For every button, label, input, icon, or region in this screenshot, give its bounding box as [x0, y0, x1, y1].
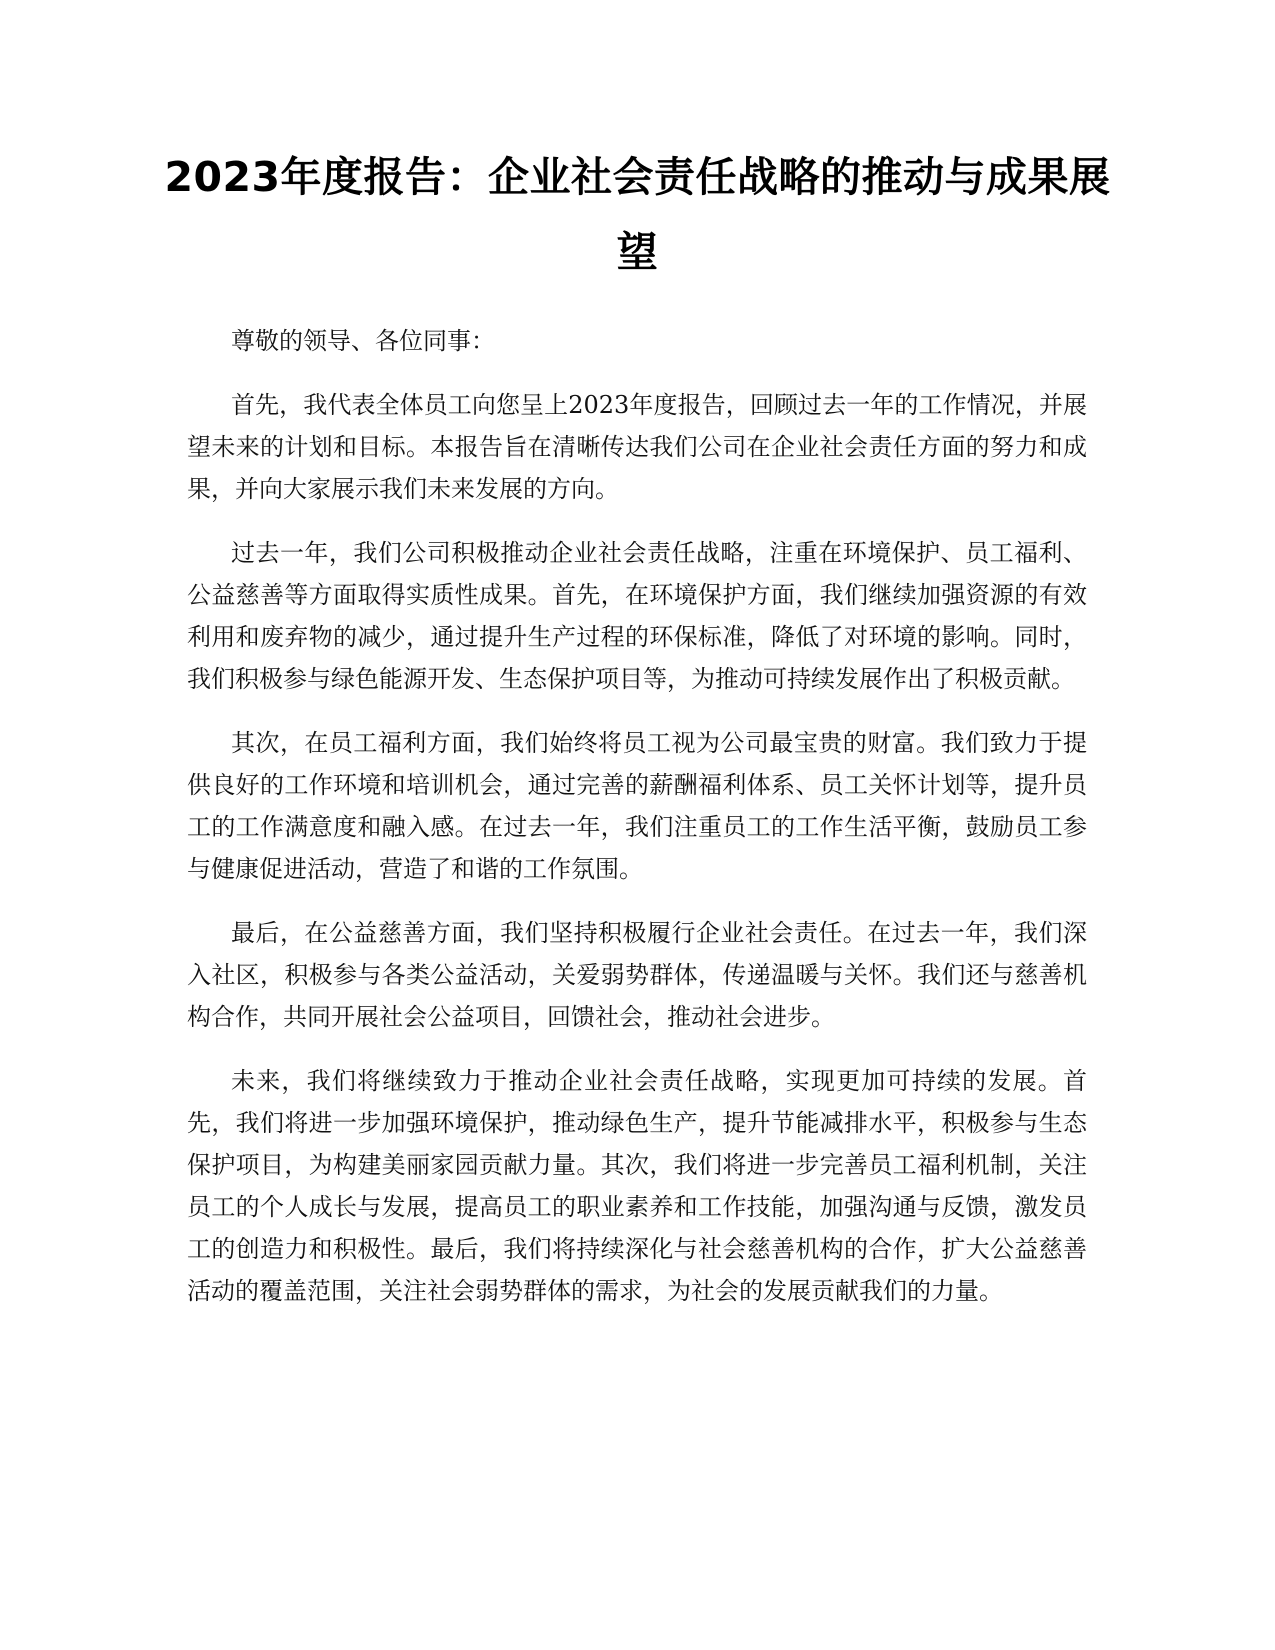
document-body [187, 320, 1087, 1334]
charity-paragraph: 最后，在公益慈善方面，我们坚持积极履行企业社会责任。在过去一年，我们深入社区，积极参与各类公益活动，关爱弱势群体，传递温暖与关怀。我们还与慈善机构合作，共同开展社会公益项目，回馈社会，推动社会进步。 [187, 919, 1087, 1031]
future-outlook-paragraph: 未来，我们将继续致力于推动企业社会责任战略，实现更加可持续的发展。首先，我们将进一步加强环境保护，推动绿色生产，提升节能减排水平，积极参与生态保护项目，为构建美丽家园贡献力量。其次，我们将进一步完善员工福利机制，关注员工的个人成长与发展，提高员工的职业素养和工作技能，加强沟通与反馈，激发员工的创造力和积极性。最后，我们将持续深化与社会慈善机构的合作，扩大公益慈善活动的覆盖范围，关注社会弱势群体的需求，为社会的发展贡献我们的力量。 [187, 1067, 1087, 1305]
salutation-paragraph: 尊敬的领导、各位同事： [231, 327, 495, 355]
document-title: 2023年度报告：企业社会责任战略的推动与成果展望 [164, 153, 1111, 276]
employee-welfare-paragraph: 其次，在员工福利方面，我们始终将员工视为公司最宝贵的财富。我们致力于提供良好的工作环境和培训机会，通过完善的薪酬福利体系、员工关怀计划等，提升员工的工作满意度和融入感。在过去一年，我们注重员工的工作生活平衡，鼓励员工参与健康促进活动，营造了和谐的工作氛围。 [187, 729, 1087, 883]
intro-paragraph: 首先，我代表全体员工向您呈上2023年度报告，回顾过去一年的工作情况，并展望未来的计划和目标。本报告旨在清晰传达我们公司在企业社会责任方面的努力和成果，并向大家展示我们未来发展的方向。 [187, 391, 1087, 503]
environment-paragraph: 过去一年，我们公司积极推动企业社会责任战略，注重在环境保护、员工福利、公益慈善等方面取得实质性成果。首先，在环境保护方面，我们继续加强资源的有效利用和废弃物的减少，通过提升生产过程的环保标准，降低了对环境的影响。同时，我们积极参与绿色能源开发、生态保护项目等，为推动可持续发展作出了积极贡献。 [187, 539, 1087, 693]
